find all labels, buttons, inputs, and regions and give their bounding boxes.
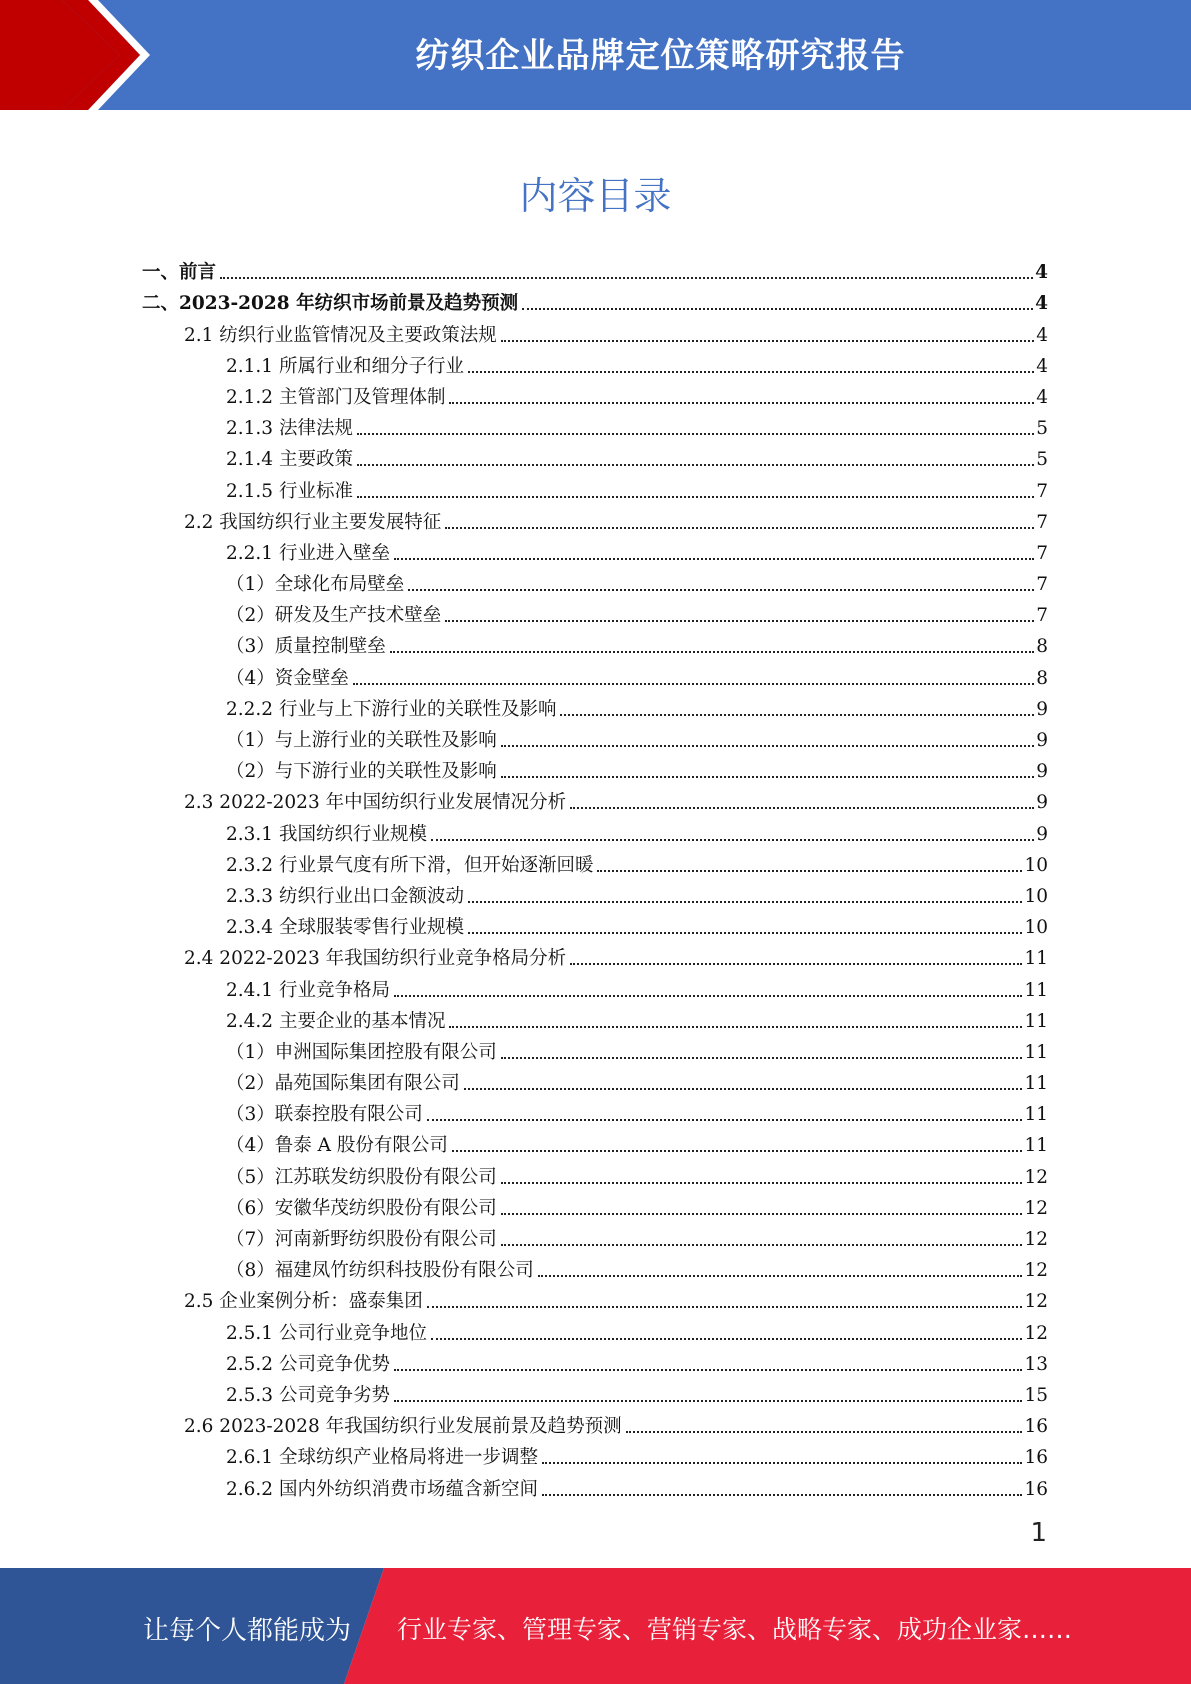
toc-entry[interactable] [142,534,1048,565]
toc-entry[interactable] [142,1126,1048,1157]
toc-entry-page: 4 [1035,293,1048,315]
toc-entry[interactable] [142,690,1048,721]
toc-entry-text: （1）与上游行业的关联性及影响 [226,730,497,751]
toc-entry[interactable] [142,1157,1048,1188]
toc-entry[interactable] [142,908,1048,939]
toc-entry[interactable] [142,1407,1048,1438]
toc-entry-text: （3）联泰控股有限公司 [226,1104,423,1126]
toc-entry-page: 4 [1036,324,1048,346]
toc-leader-dots [501,1057,1023,1059]
toc-entry-text: 2.2 我国纺织行业主要发展特征 [184,511,442,533]
toc-entry-page: 16 [1024,1478,1048,1500]
toc-entry-text: 2.5.3 公司竞争劣势 [226,1384,390,1406]
toc-entry-page: 11 [1024,1010,1048,1032]
toc-entry[interactable] [142,658,1048,689]
toc-entry-page: 8 [1036,636,1048,658]
toc-entry[interactable] [142,783,1048,814]
toc-leader-dots [390,651,1034,653]
toc-entry[interactable] [142,253,1048,284]
toc-entry-page: 4 [1035,262,1048,284]
toc-leader-dots [357,464,1034,466]
report-title: 纺织企业品牌定位策略研究报告 [415,36,906,76]
toc-entry-page: 13 [1024,1353,1048,1375]
toc-leader-dots [468,901,1022,903]
toc-entry[interactable] [142,1002,1048,1033]
toc-leader-dots [394,558,1034,560]
page-header [0,0,1191,110]
page-number: 1 [1030,1518,1047,1548]
toc-entry[interactable] [142,315,1048,346]
toc-entry-page: 11 [1024,1135,1048,1157]
toc-leader-dots [522,308,1033,310]
toc-entry-page: 10 [1024,854,1048,876]
toc-entry-text: （2）研发及生产技术壁垒 [226,605,442,627]
toc-leader-dots [570,963,1022,965]
toc-heading: 内容目录 [519,174,672,218]
toc-entry-page: 12 [1024,1322,1048,1344]
toc-entry[interactable] [142,565,1048,596]
toc-entry-text: 2.1.5 行业标准 [226,480,353,502]
toc-leader-dots [452,1150,1023,1152]
toc-entry[interactable] [142,846,1048,877]
toc-entry-text: （5）江苏联发纺织股份有限公司 [226,1166,497,1188]
toc-entry-text: （4）资金壁垒 [226,667,349,689]
toc-entry-page: 4 [1036,386,1048,408]
toc-leader-dots [501,1244,1023,1246]
toc-entry[interactable] [142,1189,1048,1220]
toc-entry-page: 9 [1036,730,1048,751]
toc-entry[interactable] [142,1251,1048,1282]
toc-entry-page: 12 [1024,1260,1048,1282]
toc-leader-dots [501,340,1034,342]
toc-entry[interactable] [142,939,1048,970]
toc-entry-page: 12 [1024,1291,1048,1313]
toc-entry-text: 2.5.2 公司竞争优势 [226,1353,390,1375]
toc-leader-dots [597,870,1022,872]
toc-entry-page: 10 [1024,917,1048,939]
toc-entry-text: 2.1 纺织行业监管情况及主要政策法规 [184,324,497,346]
toc-entry-page: 7 [1036,542,1048,564]
table-of-contents [142,253,1048,1501]
toc-entry[interactable] [142,721,1048,752]
toc-entry-text: （2）与下游行业的关联性及影响 [226,761,497,783]
toc-entry-text: 2.6 2023-2028 年我国纺织行业发展前景及趋势预测 [184,1416,622,1438]
toc-entry-page: 12 [1024,1229,1048,1250]
toc-entry-text: 2.1.1 所属行业和细分子行业 [226,355,464,377]
toc-leader-dots [464,1088,1023,1090]
toc-entry[interactable] [142,1033,1048,1064]
toc-entry[interactable] [142,627,1048,658]
toc-leader-dots [449,1026,1022,1028]
toc-entry[interactable] [142,877,1048,908]
toc-entry-text: 2.3.4 全球服装零售行业规模 [226,917,464,939]
toc-entry-text: 2.1.4 主要政策 [226,449,353,471]
toc-entry[interactable] [142,752,1048,783]
toc-entry-page: 7 [1036,574,1048,596]
toc-leader-dots [445,620,1034,622]
page-footer [0,1568,1191,1684]
footer-slogan-right: 行业专家、管理专家、营销专家、战略专家、成功企业家…… [397,1615,1073,1644]
toc-entry-page: 11 [1024,979,1048,1001]
toc-entry-page: 11 [1024,1073,1048,1095]
toc-leader-dots [501,745,1034,747]
toc-entry[interactable] [142,503,1048,534]
toc-leader-dots [353,683,1034,685]
toc-entry-text: 2.1.2 主管部门及管理体制 [226,386,446,408]
toc-leader-dots [570,807,1034,809]
toc-entry-page: 5 [1036,418,1048,440]
toc-leader-dots [445,527,1034,529]
toc-leader-dots [501,776,1034,778]
toc-entry-text: （4）鲁泰 A 股份有限公司 [226,1135,448,1157]
toc-entry[interactable] [142,347,1048,378]
toc-entry-text: （3）质量控制壁垒 [226,636,386,658]
toc-entry-text: 2.1.3 法律法规 [226,418,353,440]
toc-entry[interactable] [142,1282,1048,1313]
toc-entry-page: 7 [1036,511,1048,533]
toc-entry[interactable] [142,409,1048,440]
toc-entry-text: 2.6.2 国内外纺织消费市场蕴含新空间 [226,1478,538,1500]
toc-entry-text: 2.6.1 全球纺织产业格局将进一步调整 [226,1447,538,1469]
toc-entry-page: 12 [1024,1197,1048,1219]
toc-leader-dots [357,496,1034,498]
toc-entry-page: 7 [1036,480,1048,502]
toc-entry-page: 9 [1036,823,1048,845]
toc-entry-page: 16 [1024,1447,1048,1469]
toc-entry[interactable] [142,1313,1048,1344]
toc-leader-dots [449,402,1034,404]
toc-entry[interactable] [142,440,1048,471]
toc-entry-text: 2.3.1 我国纺织行业规模 [226,823,427,845]
toc-leader-dots [394,1369,1022,1371]
toc-leader-dots [427,1119,1023,1121]
toc-entry-page: 11 [1024,1104,1048,1126]
toc-entry-page: 16 [1024,1416,1048,1438]
toc-entry-text: （2）晶苑国际集团有限公司 [226,1073,460,1095]
toc-leader-dots [357,433,1034,435]
toc-entry-page: 9 [1036,761,1048,783]
toc-leader-dots [542,1462,1022,1464]
toc-leader-dots [431,1338,1022,1340]
toc-leader-dots [431,839,1034,841]
toc-entry-text: （6）安徽华茂纺织股份有限公司 [226,1197,497,1219]
toc-leader-dots [394,995,1022,997]
toc-leader-dots [626,1431,1023,1433]
toc-entry-text: 2.3 2022-2023 年中国纺织行业发展情况分析 [184,792,567,814]
toc-entry-page: 11 [1024,1041,1048,1063]
toc-entry-page: 11 [1024,948,1048,970]
toc-entry-page: 5 [1036,449,1048,471]
toc-entry-text: （1）申洲国际集团控股有限公司 [226,1041,497,1063]
toc-entry[interactable] [142,1345,1048,1376]
toc-entry-text: （8）福建凤竹纺织科技股份有限公司 [226,1260,534,1282]
toc-entry-text: 2.3.2 行业景气度有所下滑，但开始逐渐回暖 [226,854,594,876]
toc-entry[interactable] [142,378,1048,409]
toc-leader-dots [427,1306,1023,1308]
toc-entry-page: 12 [1024,1166,1048,1188]
toc-entry[interactable] [142,284,1048,315]
toc-entry-text: 一、前言 [142,262,217,284]
toc-entry-text: 2.5 企业案例分析：盛泰集团 [184,1291,423,1313]
toc-entry-text: （7）河南新野纺织股份有限公司 [226,1229,497,1250]
toc-leader-dots [468,932,1022,934]
toc-leader-dots [538,1275,1023,1277]
toc-entry[interactable] [142,1438,1048,1469]
toc-entry-text: 2.5.1 公司行业竞争地位 [226,1322,427,1344]
toc-entry-text: 2.4.2 主要企业的基本情况 [226,1010,446,1032]
toc-entry-text: 2.4.1 行业竞争格局 [226,979,390,1001]
toc-entry[interactable] [142,1095,1048,1126]
toc-entry[interactable] [142,1376,1048,1407]
toc-entry-text: 2.2.1 行业进入壁垒 [226,542,390,564]
toc-entry-text: 2.4 2022-2023 年我国纺织行业竞争格局分析 [184,948,567,970]
toc-entry-text: 二、2023-2028 年纺织市场前景及趋势预测 [142,293,519,315]
toc-entry[interactable] [142,970,1048,1001]
toc-entry-text: 2.2.2 行业与上下游行业的关联性及影响 [226,698,557,720]
toc-entry-page: 9 [1036,792,1048,814]
toc-leader-dots [560,714,1034,716]
toc-entry[interactable] [142,1220,1048,1251]
toc-entry-page: 7 [1036,605,1048,627]
toc-leader-dots [220,277,1033,279]
toc-leader-dots [408,589,1034,591]
toc-entry[interactable] [142,814,1048,845]
toc-entry[interactable] [142,1469,1048,1500]
toc-entry-text: 2.3.3 纺织行业出口金额波动 [226,885,464,907]
toc-entry[interactable] [142,1064,1048,1095]
toc-leader-dots [394,1400,1022,1402]
toc-entry[interactable] [142,596,1048,627]
footer-slogan-left: 让每个人都能成为 [143,1616,352,1646]
toc-entry[interactable] [142,471,1048,502]
toc-entry-page: 9 [1036,698,1048,720]
toc-leader-dots [501,1182,1023,1184]
toc-entry-page: 15 [1024,1384,1048,1406]
toc-leader-dots [542,1494,1022,1496]
toc-entry-text: （1）全球化布局壁垒 [226,574,405,596]
toc-leader-dots [501,1213,1023,1215]
toc-entry-page: 4 [1036,355,1048,377]
toc-entry-page: 8 [1036,667,1048,689]
toc-leader-dots [468,371,1034,373]
toc-entry-page: 10 [1024,885,1048,907]
